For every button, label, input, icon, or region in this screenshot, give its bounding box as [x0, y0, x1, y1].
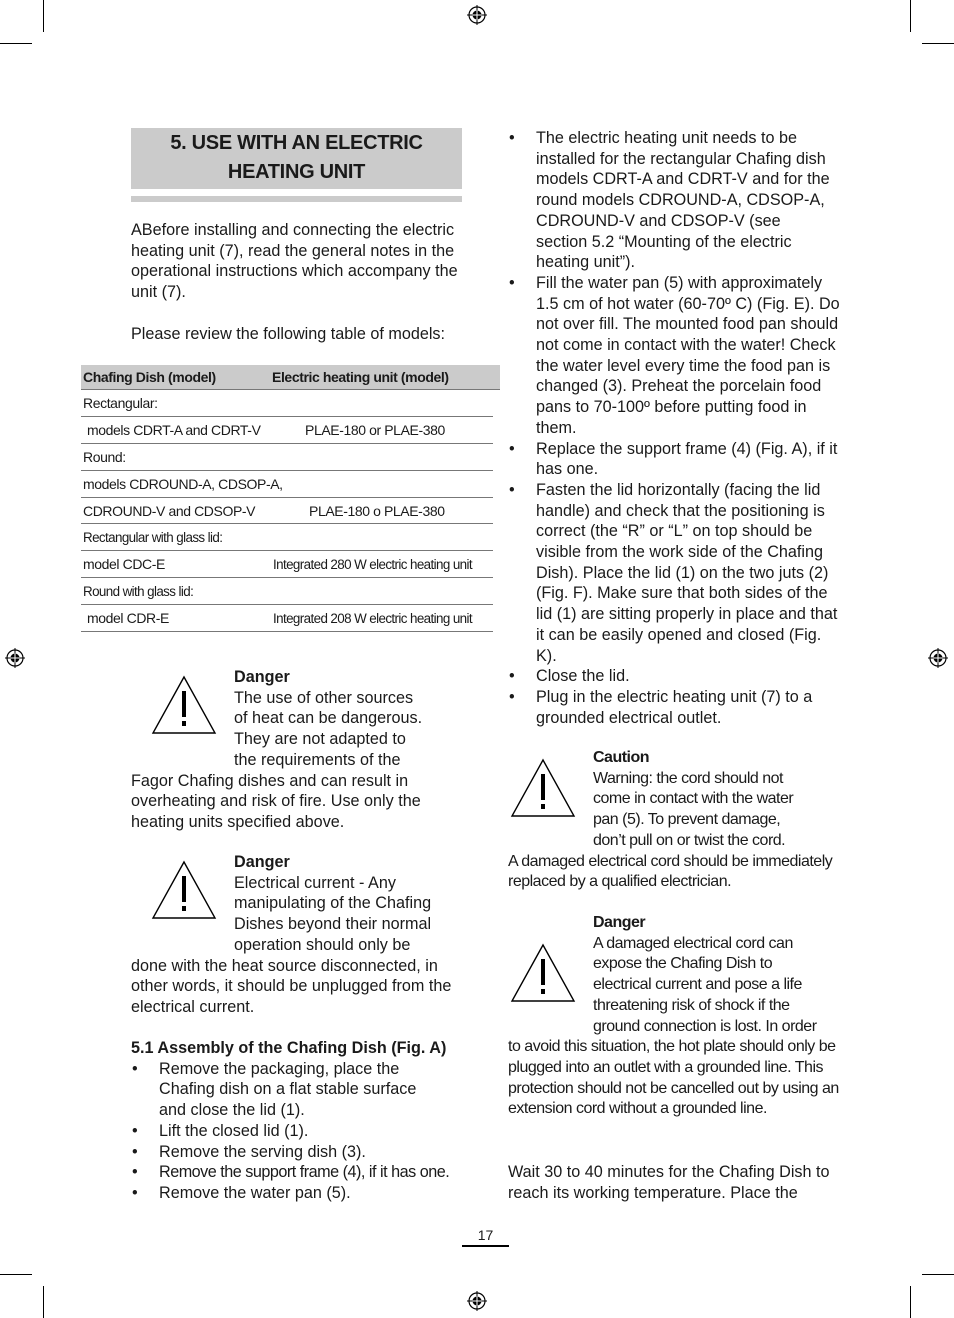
- table-row: [81, 444, 493, 471]
- steps-list: [508, 128, 848, 728]
- section-title: [131, 128, 462, 189]
- list-item: • Lift the closed lid (1).: [131, 1121, 471, 1142]
- crop-mark: [43, 1286, 44, 1318]
- danger-text-line: The use of other sources: [234, 688, 414, 707]
- crop-mark: [0, 1274, 32, 1275]
- danger-text-line: They are not adapted to: [234, 730, 406, 749]
- crop-mark: [0, 43, 32, 44]
- list-item: • Fill the water pan (5) with approximately 1.5 cm of hot water (60-70º C) (Fig. E). Do not over fill. The mounted food pan should not come in contact with the water! Check the water level every time the food pan is changed (3). Preheat the porcelain food pans to 70-100º before putting food in them.: [508, 273, 844, 439]
- table-cell: Integrated 208 W electric heating unit: [273, 610, 473, 626]
- warning-triangle-icon: [510, 758, 576, 818]
- danger-heading: Danger: [234, 668, 290, 686]
- review-paragraph: Please review the following table of models:: [131, 324, 446, 343]
- caution-text-line: don’t pull on or twist the cord.: [593, 831, 786, 849]
- crop-mark: [910, 0, 911, 32]
- danger-text: done with the heat source disconnected, in other words, it should be unplugged from the electrical current.: [131, 956, 452, 1016]
- table-cell: Rectangular:: [83, 395, 158, 411]
- registration-mark-icon: [467, 1291, 487, 1311]
- page-number: 17: [462, 1226, 509, 1247]
- table-header-col1: Chafing Dish (model): [83, 369, 216, 385]
- table-row: [81, 498, 493, 524]
- caution-text-line: pan (5). To prevent damage,: [593, 811, 781, 829]
- left-column: [131, 128, 495, 345]
- danger-text-line: the requirements of the: [234, 750, 401, 769]
- table-row: [81, 524, 493, 551]
- danger-heading: Danger: [593, 914, 646, 931]
- danger-text-line: operation should only be: [234, 935, 411, 954]
- warning-triangle-icon: [510, 943, 576, 1003]
- danger-text-line: manipulating of the Chafing: [234, 894, 432, 913]
- danger-text-line: A damaged electrical cord can: [593, 934, 793, 952]
- list-item: • Replace the support frame (4) (Fig. A), if it has one.: [508, 439, 842, 480]
- table-cell: models CDROUND-A, CDSOP-A,: [83, 476, 283, 492]
- section-title-line1: 5. USE WITH AN ELECTRIC: [170, 132, 423, 154]
- table-cell: model CDC-E: [83, 556, 165, 572]
- section-title-line2: HEATING UNIT: [227, 161, 366, 183]
- danger-notice-heat: [131, 667, 471, 833]
- table-cell: Integrated 280 W electric heating unit: [273, 556, 473, 572]
- danger-text-line: threatening risk of shock if the: [593, 996, 790, 1014]
- caution-text: A damaged electrical cord should be immediately replaced by a qualified electrician.: [508, 852, 833, 891]
- list-item: • Fasten the lid horizontally (facing the lid handle) and check that the positioning is correct (the “R” or “L” on top should be visible from the work side of the Chafing Dish). Place the lid (1) on the two juts (2) (Fig. F). Make sure that both sides of the lid (1) are sitting properly in place and that it can be easily opened and closed (Fig. K).: [508, 480, 838, 666]
- wait-paragraph: Wait 30 to 40 minutes for the Chafing Dish to reach its working temperature. Place the: [508, 1163, 830, 1202]
- warning-triangle-icon: [151, 675, 217, 735]
- models-table: [81, 365, 500, 632]
- danger-text-line: ground connection is lost. In order: [593, 1017, 817, 1035]
- caution-text-line: come in contact with the water: [593, 790, 794, 808]
- caution-notice: [508, 748, 848, 893]
- danger-notice-electric: [131, 852, 471, 1018]
- table-row: [81, 551, 493, 578]
- assembly-list: [131, 1059, 471, 1204]
- right-column: [508, 128, 848, 728]
- table-row: [81, 578, 493, 605]
- table-cell: PLAE-180 or PLAE-380: [305, 422, 445, 438]
- table-cell: Round with glass lid:: [83, 583, 194, 599]
- danger-text: to avoid this situation, the hot plate should only be plugged into an outlet with a grounded line. This protection should not be cancelled out by using an extension cord without a grounded line.: [508, 1038, 839, 1118]
- table-cell: model CDR-E: [87, 610, 169, 626]
- danger-text-line: of heat can be dangerous.: [234, 709, 423, 728]
- danger-text-line: Dishes beyond their normal: [234, 915, 432, 934]
- table-cell: CDROUND-V and CDSOP-V: [83, 502, 256, 519]
- danger-text: Fagor Chafing dishes and can result in overheating and risk of fire. Use only the heating units specified above.: [131, 771, 421, 831]
- danger-heading: Danger: [234, 853, 290, 871]
- danger-notice-cord: [508, 913, 848, 1120]
- list-item: • Close the lid.: [508, 666, 848, 687]
- crop-mark: [910, 1286, 911, 1318]
- table-row: [81, 390, 493, 417]
- table-cell: Round:: [83, 449, 126, 465]
- list-item: • Remove the serving dish (3).: [131, 1142, 471, 1163]
- list-item: • Remove the water pan (5).: [131, 1183, 471, 1204]
- list-item: • Remove the support frame (4), if it has one.: [131, 1162, 471, 1183]
- crop-mark: [922, 1274, 954, 1275]
- caution-text-line: Warning: the cord should not: [593, 769, 783, 787]
- table-cell: PLAE-180 o PLAE-380: [309, 502, 445, 519]
- danger-text-line: expose the Chafing Dish to: [593, 955, 773, 973]
- table-row: [81, 605, 493, 632]
- table-row: [81, 471, 493, 498]
- intro-paragraph: ABefore installing and connecting the electric heating unit (7), read the general notes in the operational instructions which accompany the unit (7).: [131, 221, 458, 302]
- registration-mark-icon: [928, 648, 948, 668]
- crop-mark: [922, 43, 954, 44]
- list-item: • Plug in the electric heating unit (7) to a grounded electrical outlet.: [508, 687, 833, 728]
- registration-mark-icon: [467, 5, 487, 25]
- caution-heading: Caution: [593, 749, 650, 766]
- table-cell: models CDRT-A and CDRT-V: [87, 422, 261, 438]
- warning-triangle-icon: [151, 860, 217, 920]
- list-item: • The electric heating unit needs to be installed for the rectangular Chafing dish models CDRT-A and CDRT-V and for the round models CDROUND-A, CDSOP-A, CDROUND-V and CDSOP-V (see section 5.2 “Mounting of the electric heating unit”).: [508, 128, 830, 273]
- assembly-section: [131, 1038, 471, 1204]
- list-item: • Remove the packaging, place the Chafing dish on a flat stable surface and close the lid (1).: [131, 1059, 441, 1121]
- table-row: [81, 417, 493, 444]
- registration-mark-icon: [5, 648, 25, 668]
- table-header-col2: Electric heating unit (model): [272, 369, 449, 385]
- table-header: [81, 365, 500, 390]
- table-cell: Rectangular with glass lid:: [83, 529, 223, 545]
- crop-mark: [43, 0, 44, 32]
- title-rule: [131, 196, 462, 202]
- danger-text-line: electrical current and pose a life: [593, 976, 802, 994]
- danger-text-line: Electrical current - Any: [234, 873, 396, 892]
- assembly-title: 5.1 Assembly of the Chafing Dish (Fig. A): [131, 1039, 447, 1057]
